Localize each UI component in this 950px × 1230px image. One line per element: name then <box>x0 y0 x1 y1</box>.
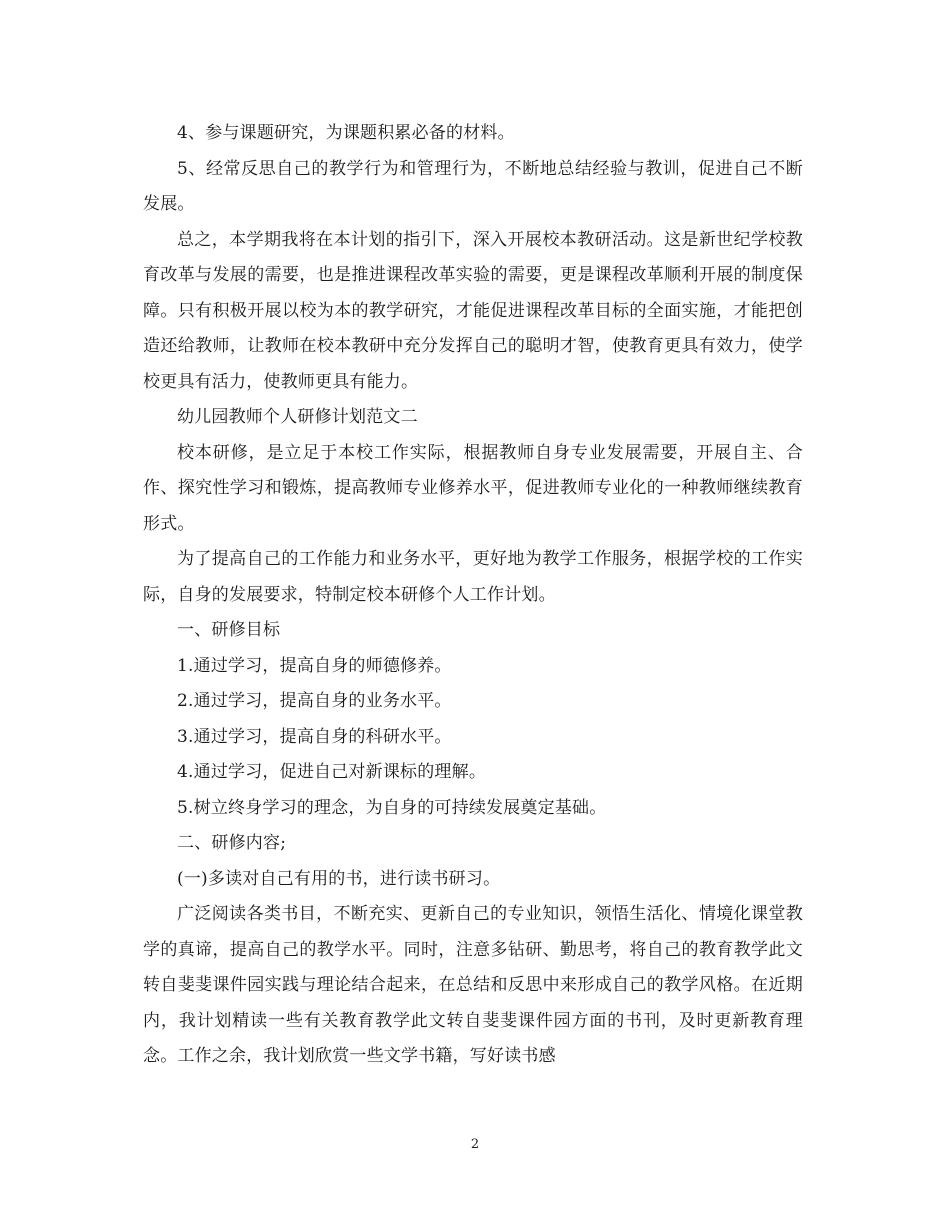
document-body <box>143 116 803 1075</box>
paragraph-research-materials: 4、参与课题研究，为课题积累必备的材料。 <box>177 123 515 143</box>
paragraph-summary: 总之，本学期我将在本计划的指引下，深入开展校本教研活动。这是新世纪学校教育改革与发展的需要，也是推进课程改革实验的需要，更是课程改革顺利开展的制度保障。只有积极开展以校为本的教学研究，才能促进课程改革目标的全面实施，才能把创造还给教师，让教师在校本教研中充分发挥自己的聪明才智，使教育更具有效力，使学校更具有活力，使教师更具有能力。 <box>143 229 803 392</box>
goal-item-4: 4.通过学习，促进自己对新课标的理解。 <box>177 762 487 782</box>
heading-training-goals: 一、研修目标 <box>177 620 281 640</box>
paragraph-reflection: 5、经常反思自己的教学行为和管理行为，不断地总结经验与教训，促进自己不断发展。 <box>143 158 803 214</box>
page-number: 2 <box>470 1137 480 1152</box>
paragraph-school-training-definition: 校本研修，是立足于本校工作实际，根据教师自身专业发展需要，开展自主、合作、探究性学习和锻炼，提高教师专业修养水平，促进教师专业化的一种教师继续教育形式。 <box>143 442 803 534</box>
goal-item-1: 1.通过学习，提高自身的师德修养。 <box>177 655 452 676</box>
section-title-sample-two: 幼儿园教师个人研修计划范文二 <box>177 407 418 427</box>
subheading-reading: (一)多读对自己有用的书，进行读书研习。 <box>177 868 501 889</box>
heading-training-content: 二、研修内容; <box>177 833 287 853</box>
goal-item-2: 2.通过学习，提高自身的业务水平。 <box>177 691 452 711</box>
goal-item-5: 5.树立终身学习的理念，为自身的可持续发展奠定基础。 <box>177 797 607 818</box>
goal-item-3: 3.通过学习，提高自身的科研水平。 <box>177 726 452 747</box>
paragraph-plan-purpose: 为了提高自己的工作能力和业务水平，更好地为教学工作服务，根据学校的工作实际，自身的发展要求，特制定校本研修个人工作计划。 <box>143 549 803 605</box>
paragraph-reading-plan: 广泛阅读各类书目，不断充实、更新自己的专业知识，领悟生活化、情境化课堂教学的真谛，提高自己的教学水平。同时，注意多钻研、勤思考，将自己的教育教学此文转自斐斐课件园实践与理论结合起来，在总结和反思中来形成自己的教学风格。在近期内，我计划精读一些有关教育教学此文转自斐斐课件园方面的书刊，及时更新教育理念。工作之余，我计划欣赏一些文学书籍，写好读书感 <box>143 904 803 1066</box>
